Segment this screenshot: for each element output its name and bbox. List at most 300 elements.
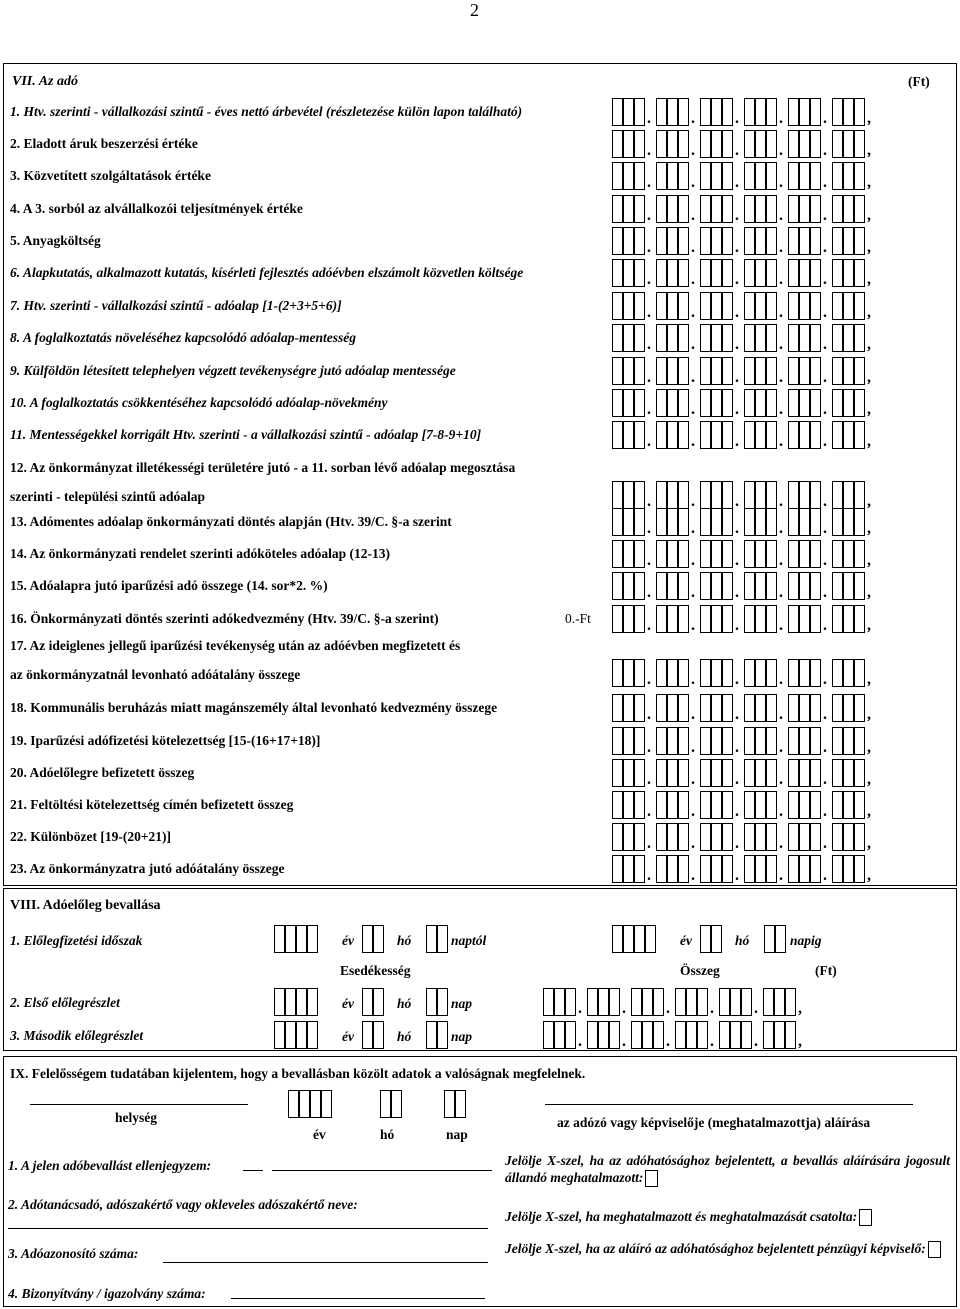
digit-box[interactable] [810, 481, 821, 509]
digit-box[interactable] [810, 389, 821, 417]
digit-box[interactable] [810, 195, 821, 223]
digit-box[interactable] [766, 259, 777, 287]
digit-box[interactable] [623, 508, 634, 536]
digit-box[interactable] [799, 481, 810, 509]
digit-box[interactable] [854, 357, 865, 385]
day-box[interactable] [444, 1090, 455, 1118]
digit-box[interactable] [766, 292, 777, 320]
digit-box[interactable] [623, 259, 634, 287]
digit-box[interactable] [766, 324, 777, 352]
digit-box[interactable] [656, 759, 667, 787]
digit-box[interactable] [700, 130, 711, 158]
year-box[interactable] [307, 1021, 318, 1049]
digit-box[interactable] [722, 481, 733, 509]
digit-box[interactable] [755, 162, 766, 190]
year-box[interactable] [299, 1090, 310, 1118]
digit-box[interactable] [700, 791, 711, 819]
digit-box[interactable] [634, 659, 645, 687]
digit-box[interactable] [609, 988, 620, 1016]
digit-box[interactable] [755, 98, 766, 126]
digit-box[interactable] [854, 605, 865, 633]
digit-box[interactable] [634, 162, 645, 190]
digit-box[interactable] [656, 98, 667, 126]
digit-box[interactable] [612, 324, 623, 352]
digit-box[interactable] [700, 659, 711, 687]
digit-box[interactable] [854, 727, 865, 755]
digit-box[interactable] [700, 421, 711, 449]
digit-box[interactable] [612, 791, 623, 819]
digit-box[interactable] [711, 572, 722, 600]
digit-box[interactable] [543, 988, 554, 1016]
digit-box[interactable] [700, 98, 711, 126]
digit-box[interactable] [843, 540, 854, 568]
digit-box[interactable] [766, 421, 777, 449]
digit-box[interactable] [755, 605, 766, 633]
digit-box[interactable] [565, 1021, 576, 1049]
advisor-line[interactable] [8, 1228, 488, 1229]
digit-box[interactable] [755, 572, 766, 600]
digit-box[interactable] [744, 389, 755, 417]
digit-box[interactable] [788, 727, 799, 755]
digit-box[interactable] [623, 823, 634, 851]
digit-box[interactable] [722, 324, 733, 352]
digit-box[interactable] [788, 823, 799, 851]
digit-box[interactable] [788, 324, 799, 352]
digit-box[interactable] [744, 572, 755, 600]
digit-box[interactable] [799, 508, 810, 536]
digit-box[interactable] [744, 227, 755, 255]
digit-box[interactable] [722, 855, 733, 883]
digit-box[interactable] [799, 195, 810, 223]
digit-box[interactable] [854, 540, 865, 568]
digit-box[interactable] [788, 259, 799, 287]
digit-box[interactable] [843, 855, 854, 883]
digit-box[interactable] [612, 855, 623, 883]
digit-box[interactable] [854, 130, 865, 158]
digit-box[interactable] [667, 162, 678, 190]
digit-box[interactable] [744, 823, 755, 851]
day-box[interactable] [426, 925, 437, 953]
digit-box[interactable] [722, 130, 733, 158]
digit-box[interactable] [843, 389, 854, 417]
digit-box[interactable] [766, 855, 777, 883]
digit-box[interactable] [722, 389, 733, 417]
digit-box[interactable] [667, 259, 678, 287]
digit-box[interactable] [755, 508, 766, 536]
digit-box[interactable] [766, 508, 777, 536]
digit-box[interactable] [799, 540, 810, 568]
digit-box[interactable] [623, 130, 634, 158]
digit-box[interactable] [755, 659, 766, 687]
digit-box[interactable] [799, 324, 810, 352]
digit-box[interactable] [843, 292, 854, 320]
digit-box[interactable] [766, 659, 777, 687]
digit-box[interactable] [656, 227, 667, 255]
digit-box[interactable] [678, 659, 689, 687]
digit-box[interactable] [609, 1021, 620, 1049]
digit-box[interactable] [832, 572, 843, 600]
digit-box[interactable] [656, 572, 667, 600]
digit-box[interactable] [722, 292, 733, 320]
year-box[interactable] [285, 988, 296, 1016]
digit-box[interactable] [634, 823, 645, 851]
digit-box[interactable] [623, 421, 634, 449]
countersign-line-b[interactable] [272, 1170, 492, 1171]
day-box[interactable] [437, 1021, 448, 1049]
digit-box[interactable] [744, 292, 755, 320]
digit-box[interactable] [785, 1021, 796, 1049]
month-box[interactable] [391, 1090, 402, 1118]
digit-box[interactable] [832, 227, 843, 255]
year-box[interactable] [310, 1090, 321, 1118]
digit-box[interactable] [744, 130, 755, 158]
year-box[interactable] [274, 1021, 285, 1049]
digit-box[interactable] [675, 1021, 686, 1049]
digit-box[interactable] [766, 823, 777, 851]
digit-box[interactable] [832, 481, 843, 509]
digit-box[interactable] [755, 855, 766, 883]
digit-box[interactable] [788, 227, 799, 255]
digit-box[interactable] [766, 605, 777, 633]
digit-box[interactable] [678, 605, 689, 633]
digit-box[interactable] [744, 357, 755, 385]
digit-box[interactable] [623, 389, 634, 417]
digit-box[interactable] [722, 98, 733, 126]
digit-box[interactable] [612, 259, 623, 287]
digit-box[interactable] [678, 694, 689, 722]
digit-box[interactable] [766, 540, 777, 568]
digit-box[interactable] [722, 357, 733, 385]
digit-box[interactable] [774, 1021, 785, 1049]
digit-box[interactable] [667, 195, 678, 223]
year-box[interactable] [321, 1090, 332, 1118]
digit-box[interactable] [711, 791, 722, 819]
digit-box[interactable] [711, 759, 722, 787]
digit-box[interactable] [722, 540, 733, 568]
digit-box[interactable] [612, 694, 623, 722]
digit-box[interactable] [678, 389, 689, 417]
digit-box[interactable] [634, 195, 645, 223]
month-box[interactable] [700, 925, 711, 953]
digit-box[interactable] [667, 694, 678, 722]
digit-box[interactable] [656, 659, 667, 687]
digit-box[interactable] [656, 791, 667, 819]
digit-box[interactable] [631, 988, 642, 1016]
digit-box[interactable] [810, 324, 821, 352]
digit-box[interactable] [843, 791, 854, 819]
digit-box[interactable] [634, 540, 645, 568]
digit-box[interactable] [854, 98, 865, 126]
digit-box[interactable] [711, 292, 722, 320]
digit-box[interactable] [678, 823, 689, 851]
day-box[interactable] [455, 1090, 466, 1118]
digit-box[interactable] [700, 605, 711, 633]
digit-box[interactable] [832, 694, 843, 722]
digit-box[interactable] [634, 98, 645, 126]
digit-box[interactable] [722, 227, 733, 255]
digit-box[interactable] [667, 823, 678, 851]
digit-box[interactable] [810, 823, 821, 851]
digit-box[interactable] [656, 389, 667, 417]
digit-box[interactable] [697, 1021, 708, 1049]
digit-box[interactable] [744, 727, 755, 755]
digit-box[interactable] [799, 727, 810, 755]
digit-box[interactable] [832, 389, 843, 417]
digit-box[interactable] [799, 130, 810, 158]
digit-box[interactable] [766, 694, 777, 722]
digit-box[interactable] [854, 389, 865, 417]
digit-box[interactable] [656, 823, 667, 851]
digit-box[interactable] [623, 759, 634, 787]
digit-box[interactable] [755, 195, 766, 223]
digit-box[interactable] [719, 1021, 730, 1049]
digit-box[interactable] [810, 791, 821, 819]
digit-box[interactable] [686, 988, 697, 1016]
digit-box[interactable] [799, 572, 810, 600]
digit-box[interactable] [711, 227, 722, 255]
digit-box[interactable] [634, 481, 645, 509]
digit-box[interactable] [854, 855, 865, 883]
digit-box[interactable] [678, 540, 689, 568]
mark2-checkbox[interactable] [859, 1209, 872, 1226]
digit-box[interactable] [675, 988, 686, 1016]
digit-box[interactable] [656, 259, 667, 287]
digit-box[interactable] [678, 227, 689, 255]
digit-box[interactable] [700, 855, 711, 883]
digit-box[interactable] [799, 162, 810, 190]
digit-box[interactable] [810, 572, 821, 600]
digit-box[interactable] [678, 324, 689, 352]
digit-box[interactable] [788, 855, 799, 883]
digit-box[interactable] [843, 195, 854, 223]
day-box[interactable] [764, 925, 775, 953]
digit-box[interactable] [788, 162, 799, 190]
digit-box[interactable] [854, 162, 865, 190]
digit-box[interactable] [700, 227, 711, 255]
digit-box[interactable] [700, 389, 711, 417]
digit-box[interactable] [667, 605, 678, 633]
digit-box[interactable] [788, 357, 799, 385]
digit-box[interactable] [755, 791, 766, 819]
digit-box[interactable] [799, 694, 810, 722]
digit-box[interactable] [854, 759, 865, 787]
digit-box[interactable] [667, 855, 678, 883]
digit-box[interactable] [810, 605, 821, 633]
year-box[interactable] [307, 925, 318, 953]
month-box[interactable] [373, 988, 384, 1016]
digit-box[interactable] [656, 292, 667, 320]
digit-box[interactable] [711, 694, 722, 722]
digit-box[interactable] [854, 572, 865, 600]
digit-box[interactable] [700, 540, 711, 568]
digit-box[interactable] [799, 98, 810, 126]
digit-box[interactable] [667, 130, 678, 158]
digit-box[interactable] [642, 1021, 653, 1049]
digit-box[interactable] [711, 659, 722, 687]
digit-box[interactable] [799, 855, 810, 883]
digit-box[interactable] [612, 508, 623, 536]
digit-box[interactable] [711, 389, 722, 417]
digit-box[interactable] [722, 572, 733, 600]
digit-box[interactable] [623, 605, 634, 633]
digit-box[interactable] [854, 259, 865, 287]
digit-box[interactable] [667, 292, 678, 320]
digit-box[interactable] [832, 791, 843, 819]
digit-box[interactable] [799, 292, 810, 320]
digit-box[interactable] [656, 324, 667, 352]
digit-box[interactable] [722, 195, 733, 223]
year-box[interactable] [288, 1090, 299, 1118]
digit-box[interactable] [711, 162, 722, 190]
digit-box[interactable] [788, 98, 799, 126]
digit-box[interactable] [678, 508, 689, 536]
digit-box[interactable] [623, 694, 634, 722]
digit-box[interactable] [799, 823, 810, 851]
digit-box[interactable] [766, 130, 777, 158]
year-box[interactable] [274, 988, 285, 1016]
digit-box[interactable] [832, 162, 843, 190]
digit-box[interactable] [810, 540, 821, 568]
digit-box[interactable] [774, 988, 785, 1016]
digit-box[interactable] [612, 227, 623, 255]
digit-box[interactable] [788, 791, 799, 819]
digit-box[interactable] [763, 988, 774, 1016]
digit-box[interactable] [656, 481, 667, 509]
digit-box[interactable] [766, 572, 777, 600]
digit-box[interactable] [788, 481, 799, 509]
digit-box[interactable] [678, 195, 689, 223]
digit-box[interactable] [755, 259, 766, 287]
digit-box[interactable] [656, 508, 667, 536]
digit-box[interactable] [612, 572, 623, 600]
signature-line[interactable] [545, 1104, 913, 1105]
digit-box[interactable] [788, 605, 799, 633]
digit-box[interactable] [741, 988, 752, 1016]
digit-box[interactable] [755, 727, 766, 755]
digit-box[interactable] [711, 357, 722, 385]
digit-box[interactable] [832, 855, 843, 883]
digit-box[interactable] [623, 855, 634, 883]
digit-box[interactable] [634, 727, 645, 755]
digit-box[interactable] [612, 759, 623, 787]
digit-box[interactable] [810, 759, 821, 787]
digit-box[interactable] [612, 605, 623, 633]
digit-box[interactable] [854, 659, 865, 687]
digit-box[interactable] [554, 988, 565, 1016]
digit-box[interactable] [667, 389, 678, 417]
digit-box[interactable] [711, 727, 722, 755]
digit-box[interactable] [810, 508, 821, 536]
digit-box[interactable] [656, 421, 667, 449]
digit-box[interactable] [799, 791, 810, 819]
digit-box[interactable] [854, 823, 865, 851]
digit-box[interactable] [766, 98, 777, 126]
digit-box[interactable] [788, 130, 799, 158]
digit-box[interactable] [843, 605, 854, 633]
digit-box[interactable] [667, 508, 678, 536]
digit-box[interactable] [678, 421, 689, 449]
digit-box[interactable] [700, 694, 711, 722]
digit-box[interactable] [667, 791, 678, 819]
digit-box[interactable] [587, 1021, 598, 1049]
digit-box[interactable] [722, 605, 733, 633]
digit-box[interactable] [766, 195, 777, 223]
digit-box[interactable] [799, 259, 810, 287]
digit-box[interactable] [719, 988, 730, 1016]
digit-box[interactable] [722, 791, 733, 819]
digit-box[interactable] [744, 195, 755, 223]
digit-box[interactable] [711, 195, 722, 223]
digit-box[interactable] [810, 259, 821, 287]
digit-box[interactable] [832, 324, 843, 352]
digit-box[interactable] [788, 292, 799, 320]
digit-box[interactable] [612, 389, 623, 417]
digit-box[interactable] [722, 421, 733, 449]
digit-box[interactable] [854, 791, 865, 819]
digit-box[interactable] [755, 421, 766, 449]
digit-box[interactable] [832, 130, 843, 158]
digit-box[interactable] [598, 988, 609, 1016]
digit-box[interactable] [788, 572, 799, 600]
digit-box[interactable] [634, 389, 645, 417]
digit-box[interactable] [843, 694, 854, 722]
digit-box[interactable] [565, 988, 576, 1016]
digit-box[interactable] [678, 855, 689, 883]
digit-box[interactable] [634, 759, 645, 787]
year-box[interactable] [296, 988, 307, 1016]
digit-box[interactable] [744, 659, 755, 687]
digit-box[interactable] [711, 605, 722, 633]
cert-no-line[interactable] [231, 1298, 485, 1299]
digit-box[interactable] [810, 659, 821, 687]
digit-box[interactable] [667, 227, 678, 255]
digit-box[interactable] [634, 292, 645, 320]
digit-box[interactable] [634, 694, 645, 722]
digit-box[interactable] [730, 1021, 741, 1049]
digit-box[interactable] [634, 259, 645, 287]
digit-box[interactable] [543, 1021, 554, 1049]
year-box[interactable] [285, 1021, 296, 1049]
digit-box[interactable] [623, 481, 634, 509]
digit-box[interactable] [843, 421, 854, 449]
digit-box[interactable] [678, 357, 689, 385]
digit-box[interactable] [612, 540, 623, 568]
digit-box[interactable] [656, 694, 667, 722]
digit-box[interactable] [788, 540, 799, 568]
year-box[interactable] [296, 925, 307, 953]
digit-box[interactable] [755, 227, 766, 255]
digit-box[interactable] [667, 759, 678, 787]
digit-box[interactable] [766, 759, 777, 787]
digit-box[interactable] [634, 605, 645, 633]
digit-box[interactable] [832, 727, 843, 755]
digit-box[interactable] [810, 727, 821, 755]
digit-box[interactable] [612, 659, 623, 687]
day-box[interactable] [426, 988, 437, 1016]
digit-box[interactable] [634, 572, 645, 600]
digit-box[interactable] [744, 540, 755, 568]
digit-box[interactable] [678, 292, 689, 320]
digit-box[interactable] [678, 259, 689, 287]
digit-box[interactable] [612, 357, 623, 385]
digit-box[interactable] [612, 292, 623, 320]
day-box[interactable] [775, 925, 786, 953]
digit-box[interactable] [854, 421, 865, 449]
digit-box[interactable] [623, 791, 634, 819]
digit-box[interactable] [678, 791, 689, 819]
digit-box[interactable] [744, 694, 755, 722]
digit-box[interactable] [843, 759, 854, 787]
